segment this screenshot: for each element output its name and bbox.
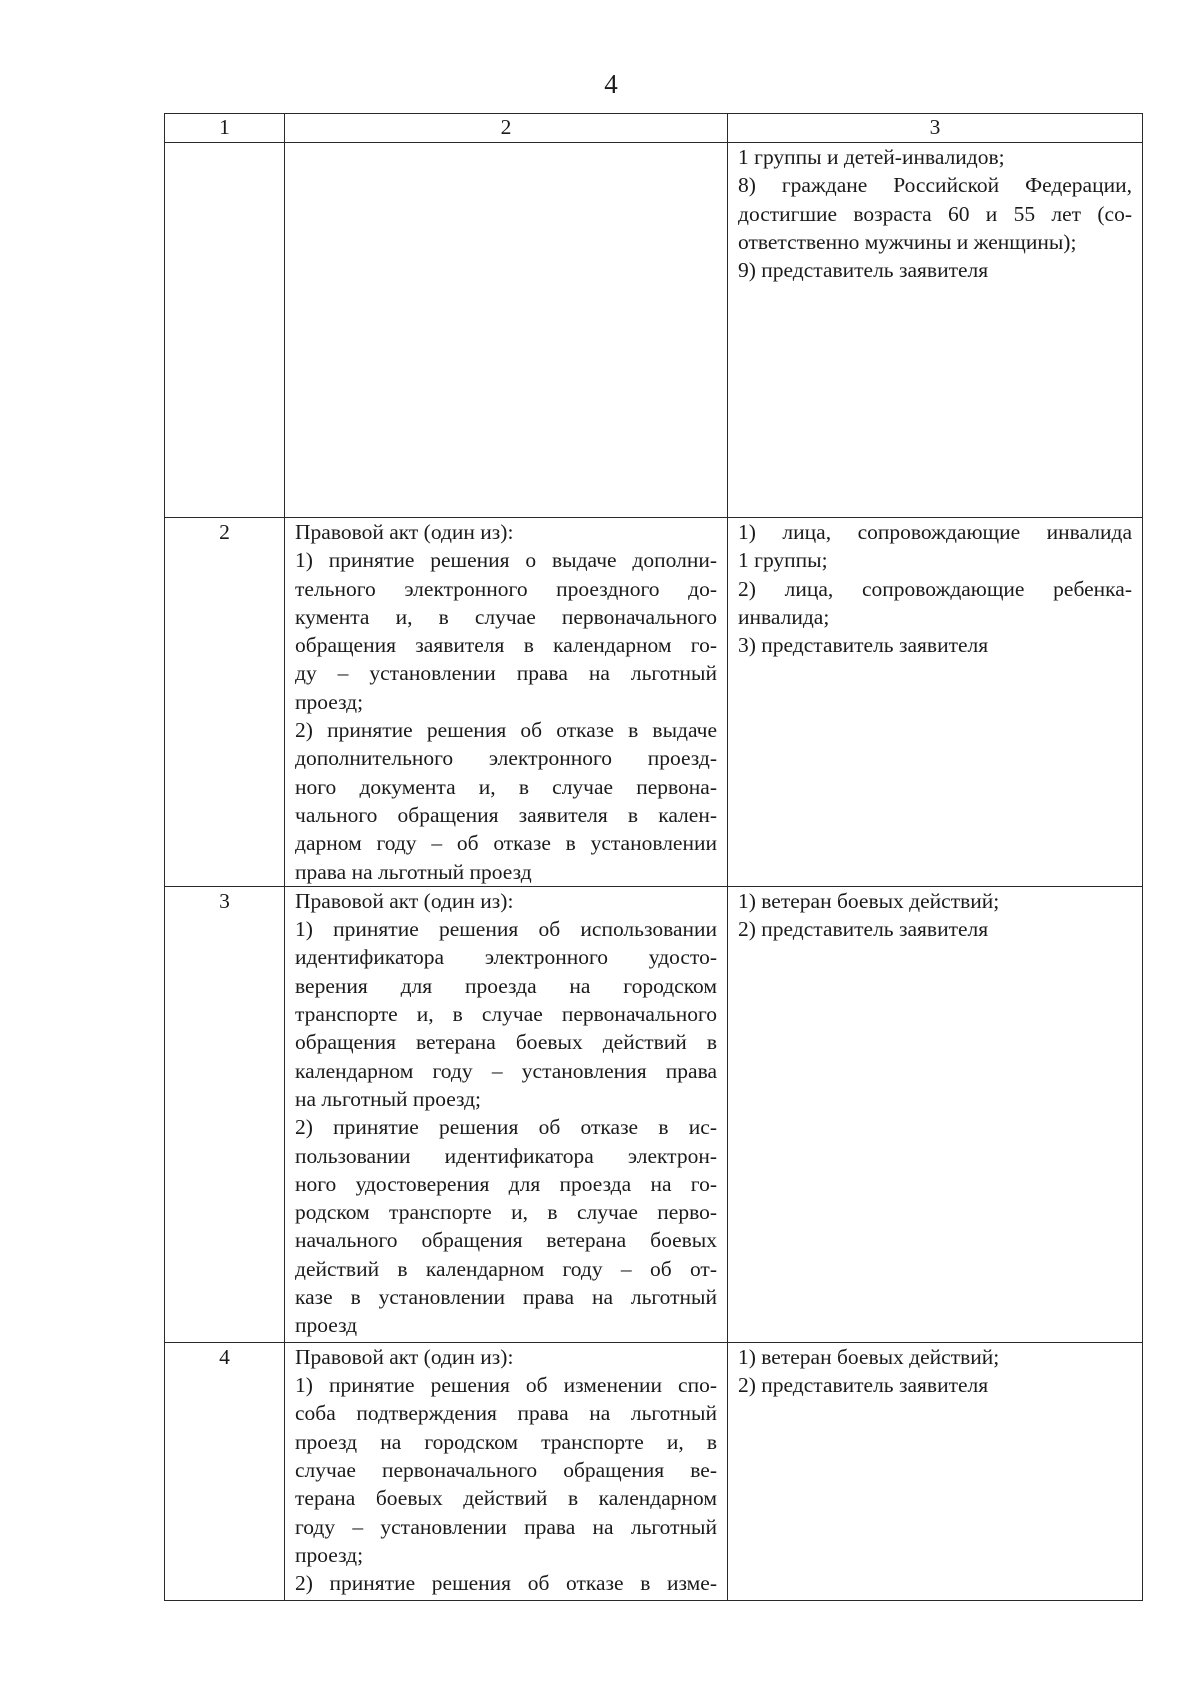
cell-text-line: 9) представитель заявителя — [738, 258, 989, 283]
cell-text-line: пользовании идентификатора электрон- — [295, 1143, 717, 1168]
cell-text-line: 1) принятие решения об изменении спо- — [295, 1373, 717, 1398]
cell-text-line: 1 группы; — [738, 548, 828, 573]
cell-text-line: 1) ветеран боевых действий; — [738, 1344, 1000, 1369]
cell-text-line: 1 группы и детей-инвалидов; — [738, 145, 1005, 169]
table-row — [165, 518, 1143, 887]
cell-text-line: 8) граждане Российской Федерации, — [738, 173, 1132, 198]
cell-text-line: Правовой акт (один из): — [295, 520, 514, 544]
cell-text-line: тельного электронного проездного до- — [295, 576, 717, 601]
cell-text-line: транспорте и, в случае первоначального — [295, 1002, 717, 1027]
row-number-cell: 2 — [165, 518, 285, 887]
cell-text-line: ного документа и, в случае первона- — [295, 774, 717, 799]
cell-text-line: 3) представитель заявителя — [738, 633, 989, 658]
cell-text-line: календарном году – установления права — [295, 1058, 717, 1083]
cell-text-line: проезд на городском транспорте и, в — [295, 1429, 717, 1454]
cell-text-line: 2) принятие решения об отказе в выдаче — [295, 718, 717, 743]
cell-text-line: ду – установлении права на льготный — [295, 661, 717, 686]
cell-text-line: 2) представитель заявителя — [738, 917, 989, 942]
header-cell-2: 2 — [285, 114, 728, 143]
cell-text-line: действий в календарном году – об от- — [295, 1256, 717, 1281]
description-cell — [285, 143, 728, 518]
cell-text-line: Правовой акт (один из): — [295, 888, 514, 913]
table-row — [165, 143, 1143, 518]
cell-text-line: достигшие возраста 60 и 55 лет (со- — [738, 201, 1132, 226]
cell-text-line: 1) принятие решения о выдаче дополни- — [295, 548, 717, 573]
cell-text-line: 1) принятие решения об использовании — [295, 917, 717, 942]
cell-text-line: верения для проезда на городском — [295, 973, 717, 998]
cell-text-line: кумента и, в случае первоначального — [295, 604, 717, 629]
cell-text-line: казе в установлении права на льготный — [295, 1285, 717, 1310]
cell-text-line: проезд — [295, 1313, 358, 1338]
cell-text-line: 1) лица, сопровождающие инвалида — [738, 520, 1132, 544]
cell-text-line: проезд; — [295, 1542, 364, 1567]
cell-text-line: соба подтверждения права на льготный — [295, 1401, 717, 1426]
cell-text-line: 2) лица, сопровождающие ребенка- — [738, 576, 1132, 601]
description-cell — [285, 518, 728, 887]
table-header-row — [165, 114, 1143, 143]
cell-text-line: идентификатора электронного удосто- — [295, 945, 717, 970]
row-number-cell: 4 — [165, 1342, 285, 1600]
cell-text-line: ответственно мужчины и женщины); — [738, 229, 1077, 254]
cell-text-line: 2) принятие решения об отказе в ис- — [295, 1115, 717, 1140]
applicants-cell — [728, 886, 1143, 1342]
page-number: 4 — [604, 69, 618, 99]
row-number-cell — [165, 143, 285, 518]
description-cell — [285, 886, 728, 1342]
cell-text-line: проезд; — [295, 689, 364, 714]
cell-text-line: начального обращения ветерана боевых — [295, 1228, 717, 1253]
applicants-cell — [728, 1342, 1143, 1600]
description-cell — [285, 1342, 728, 1600]
cell-text-line: 1) ветеран боевых действий; — [738, 888, 1000, 913]
cell-text-line: дополнительного электронного проезд- — [295, 746, 717, 771]
header-cell-3: 3 — [728, 114, 1143, 143]
cell-text-line: права на льготный проезд — [295, 859, 532, 884]
header-cell-1: 1 — [165, 114, 285, 143]
cell-text-line: инвалида; — [738, 604, 830, 629]
cell-text-line: родском транспорте и, в случае перво- — [295, 1200, 717, 1225]
cell-text-line: на льготный проезд; — [295, 1086, 482, 1111]
applicants-cell — [728, 518, 1143, 887]
applicants-cell — [728, 143, 1143, 518]
cell-text-line: обращения заявителя в календарном го- — [295, 633, 717, 658]
cell-text-line: чального обращения заявителя в кален- — [295, 802, 717, 827]
cell-text-line: случае первоначального обращения ве- — [295, 1458, 717, 1483]
cell-text-line: 2) принятие решения об отказе в изме- — [295, 1571, 717, 1596]
cell-text-line: дарном году – об отказе в установлении — [295, 831, 717, 856]
cell-text-line: терана боевых действий в календарном — [295, 1486, 717, 1511]
document-table — [164, 113, 1143, 1601]
cell-text-line: обращения ветерана боевых действий в — [295, 1030, 717, 1055]
cell-text-line: 2) представитель заявителя — [738, 1373, 989, 1398]
cell-text-line: ного удостоверения для проезда на го- — [295, 1171, 717, 1196]
table-row — [165, 886, 1143, 1342]
table-row — [165, 1342, 1143, 1600]
cell-text-line: Правовой акт (один из): — [295, 1344, 514, 1369]
cell-text-line: году – установлении права на льготный — [295, 1514, 717, 1539]
row-number-cell: 3 — [165, 886, 285, 1342]
